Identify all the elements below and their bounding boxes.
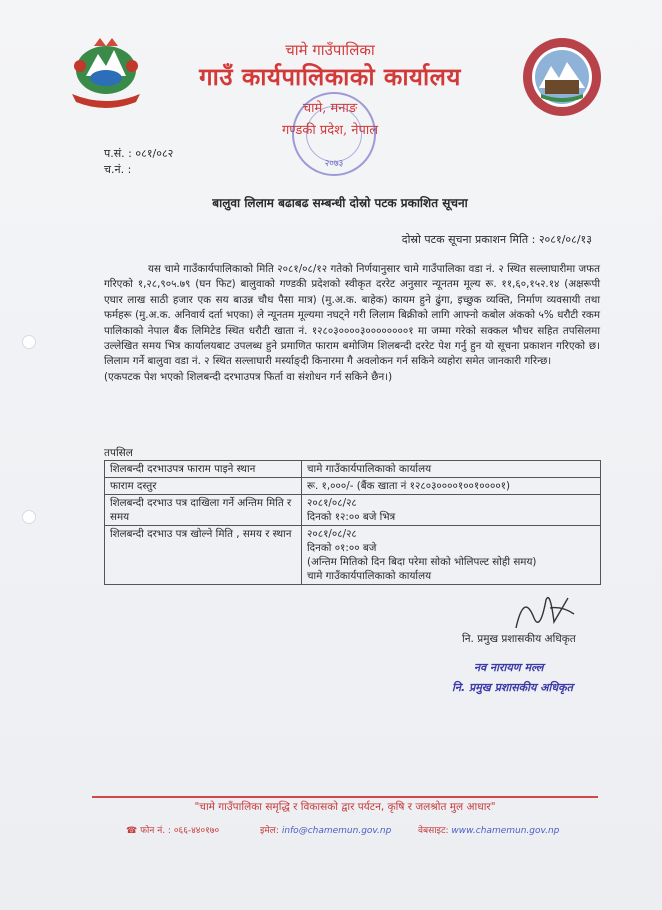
notice-subject: बालुवा लिलाम बढाबढ सम्बन्धी दोस्रो पटक प्रकाशित सूचना	[212, 196, 468, 210]
footer-website: वेबसाइट: www.chamemun.gov.np	[418, 826, 560, 836]
footer-motto: "चामे गाउँपालिका समृद्धि र विकासको द्वार पर्यटन, कृषि र जलश्रोत मुल आधार"	[194, 801, 496, 813]
table-cell: फाराम दस्तुर	[105, 478, 302, 495]
phone-icon: ☎	[126, 826, 138, 836]
website-link[interactable]: www.chamemun.gov.np	[451, 826, 560, 836]
municipality-logo-icon	[521, 36, 603, 118]
email-link[interactable]: info@chamemun.gov.np	[281, 826, 392, 836]
seal-name: नव नारायण मल्ल	[474, 661, 544, 674]
table-row	[105, 495, 601, 526]
punch-hole	[22, 335, 36, 349]
table-cell: शिलबन्दी दरभाउपत्र फाराम पाइने स्थान	[105, 461, 302, 478]
office-location: चामे, मनाङ	[302, 101, 358, 116]
stamp-number: २०७३	[324, 159, 344, 169]
table-cell: शिलबन्दी दरभाउ पत्र दाखिला गर्ने अन्तिम मिति र समय	[105, 495, 302, 526]
table-cell: शिलबन्दी दरभाउ पत्र खोल्ने मिति , समय र स्थान	[105, 526, 302, 585]
publication-date: दोस्रो पटक सूचना प्रकाशन मिति : २०८१/०८/१३	[401, 233, 592, 246]
punch-hole	[22, 510, 36, 524]
office-province: गण्डकी प्रदेश, नेपाल	[281, 123, 379, 138]
notice-note: (एकपटक पेश भएको शिलबन्दी दरभाउपत्र फिर्ता वा संशोधन गर्न सकिने छैन।)	[104, 370, 393, 383]
signer-title: नि. प्रमुख प्रशासकीय अधिकृत	[462, 633, 576, 645]
table-cell: चामे गाउँकार्यपालिकाको कार्यालय	[302, 461, 601, 478]
schedule-table	[104, 460, 601, 585]
signature-icon	[510, 588, 580, 634]
dispatch-number: च.नं. :	[104, 163, 132, 176]
footer-email: इमेल: info@chamemun.gov.np	[260, 826, 392, 836]
nepal-emblem-icon	[64, 36, 148, 108]
footer-phone: ☎ फोन नं. : ०६६-४४०१७०	[126, 826, 220, 836]
table-cell: रू. १,०००/- (बैंक खाता नं १२८०३००००१००१००००१)	[302, 478, 601, 495]
table-row	[105, 461, 601, 478]
office-title: गाउँ कार्यपालिकाको कार्यालय	[199, 62, 461, 91]
notice-body	[104, 262, 600, 385]
municipality-name: चामे गाउँपालिका	[285, 41, 375, 59]
table-row	[105, 478, 601, 495]
schedule-label: तपसिल	[104, 447, 133, 459]
table-cell: २०८१/०८/२८ दिनको ०१:०० बजे (अन्तिम मितिको दिन बिदा परेमा सोको भोलिपल्ट सोही समय) चामे गाउँकार्यपालिकाको कार्यालय	[302, 526, 601, 585]
footer-divider	[92, 796, 598, 798]
table-row	[105, 526, 601, 585]
notice-paragraph: यस चामे गाउँकार्यपालिकाको मिति २०८१/०८/१२ गतेको निर्णयानुसार चामे गाउँपालिका वडा नं. २ स्थित सल्लाघारीमा जफत गरिएको १,२८,९०५.७९ (घन फिट) बालुवाको गण्डकी प्रदेशको स्वीकृत दररेट अनुसार न्यूनतम मूल्य रू. ११,६०,१५२.१४ (अक्षरूपी एघार लाख साठी हजार एक सय बाउन्न चौध पैसा मात्र) (मु.अ.क. बाहेक) कायम हुने ढुंगा, इच्छुक व्यक्ति, निर्माण व्यवसायी तथा फर्महरू (मु.अ.क. अनिवार्य दर्ता भएका) ले न्यूनतम मूल्यमा नघट्ने गरी लिलाम बिक्रीको लागि आफ्नो कबोल अंकको ५% धरौटी रकम पालिकाको नेपाल बैंक लिमिटेड स्थित धरौटी खाता नं. १२८०३००००३००००००००१ मा जम्मा गरेको सक्कल भौचर सहित तपसिलमा उल्लेखित समय भित्र कार्यालयबाट उपलब्ध हुने प्रमाणित फाराम बमोजिम शिलबन्दी दररेट पेश गर्नु हुन यो सूचना प्रकाशन गरिएको छ। लिलाम गर्ने बालुवा वडा नं. २ स्थित सल्लाघारी मर्स्याङ्दी किनारमा गै अवलोकन गर्न सकिने व्यहोरा समेत जानकारी गरिन्छ।	[104, 263, 600, 368]
official-stamp	[292, 92, 376, 176]
reference-number: प.सं. : ०८१/०८२	[104, 147, 174, 160]
table-cell: २०८१/०८/२८ दिनको १२:०० बजे भित्र	[302, 495, 601, 526]
seal-title: नि. प्रमुख प्रशासकीय अधिकृत	[452, 681, 573, 694]
